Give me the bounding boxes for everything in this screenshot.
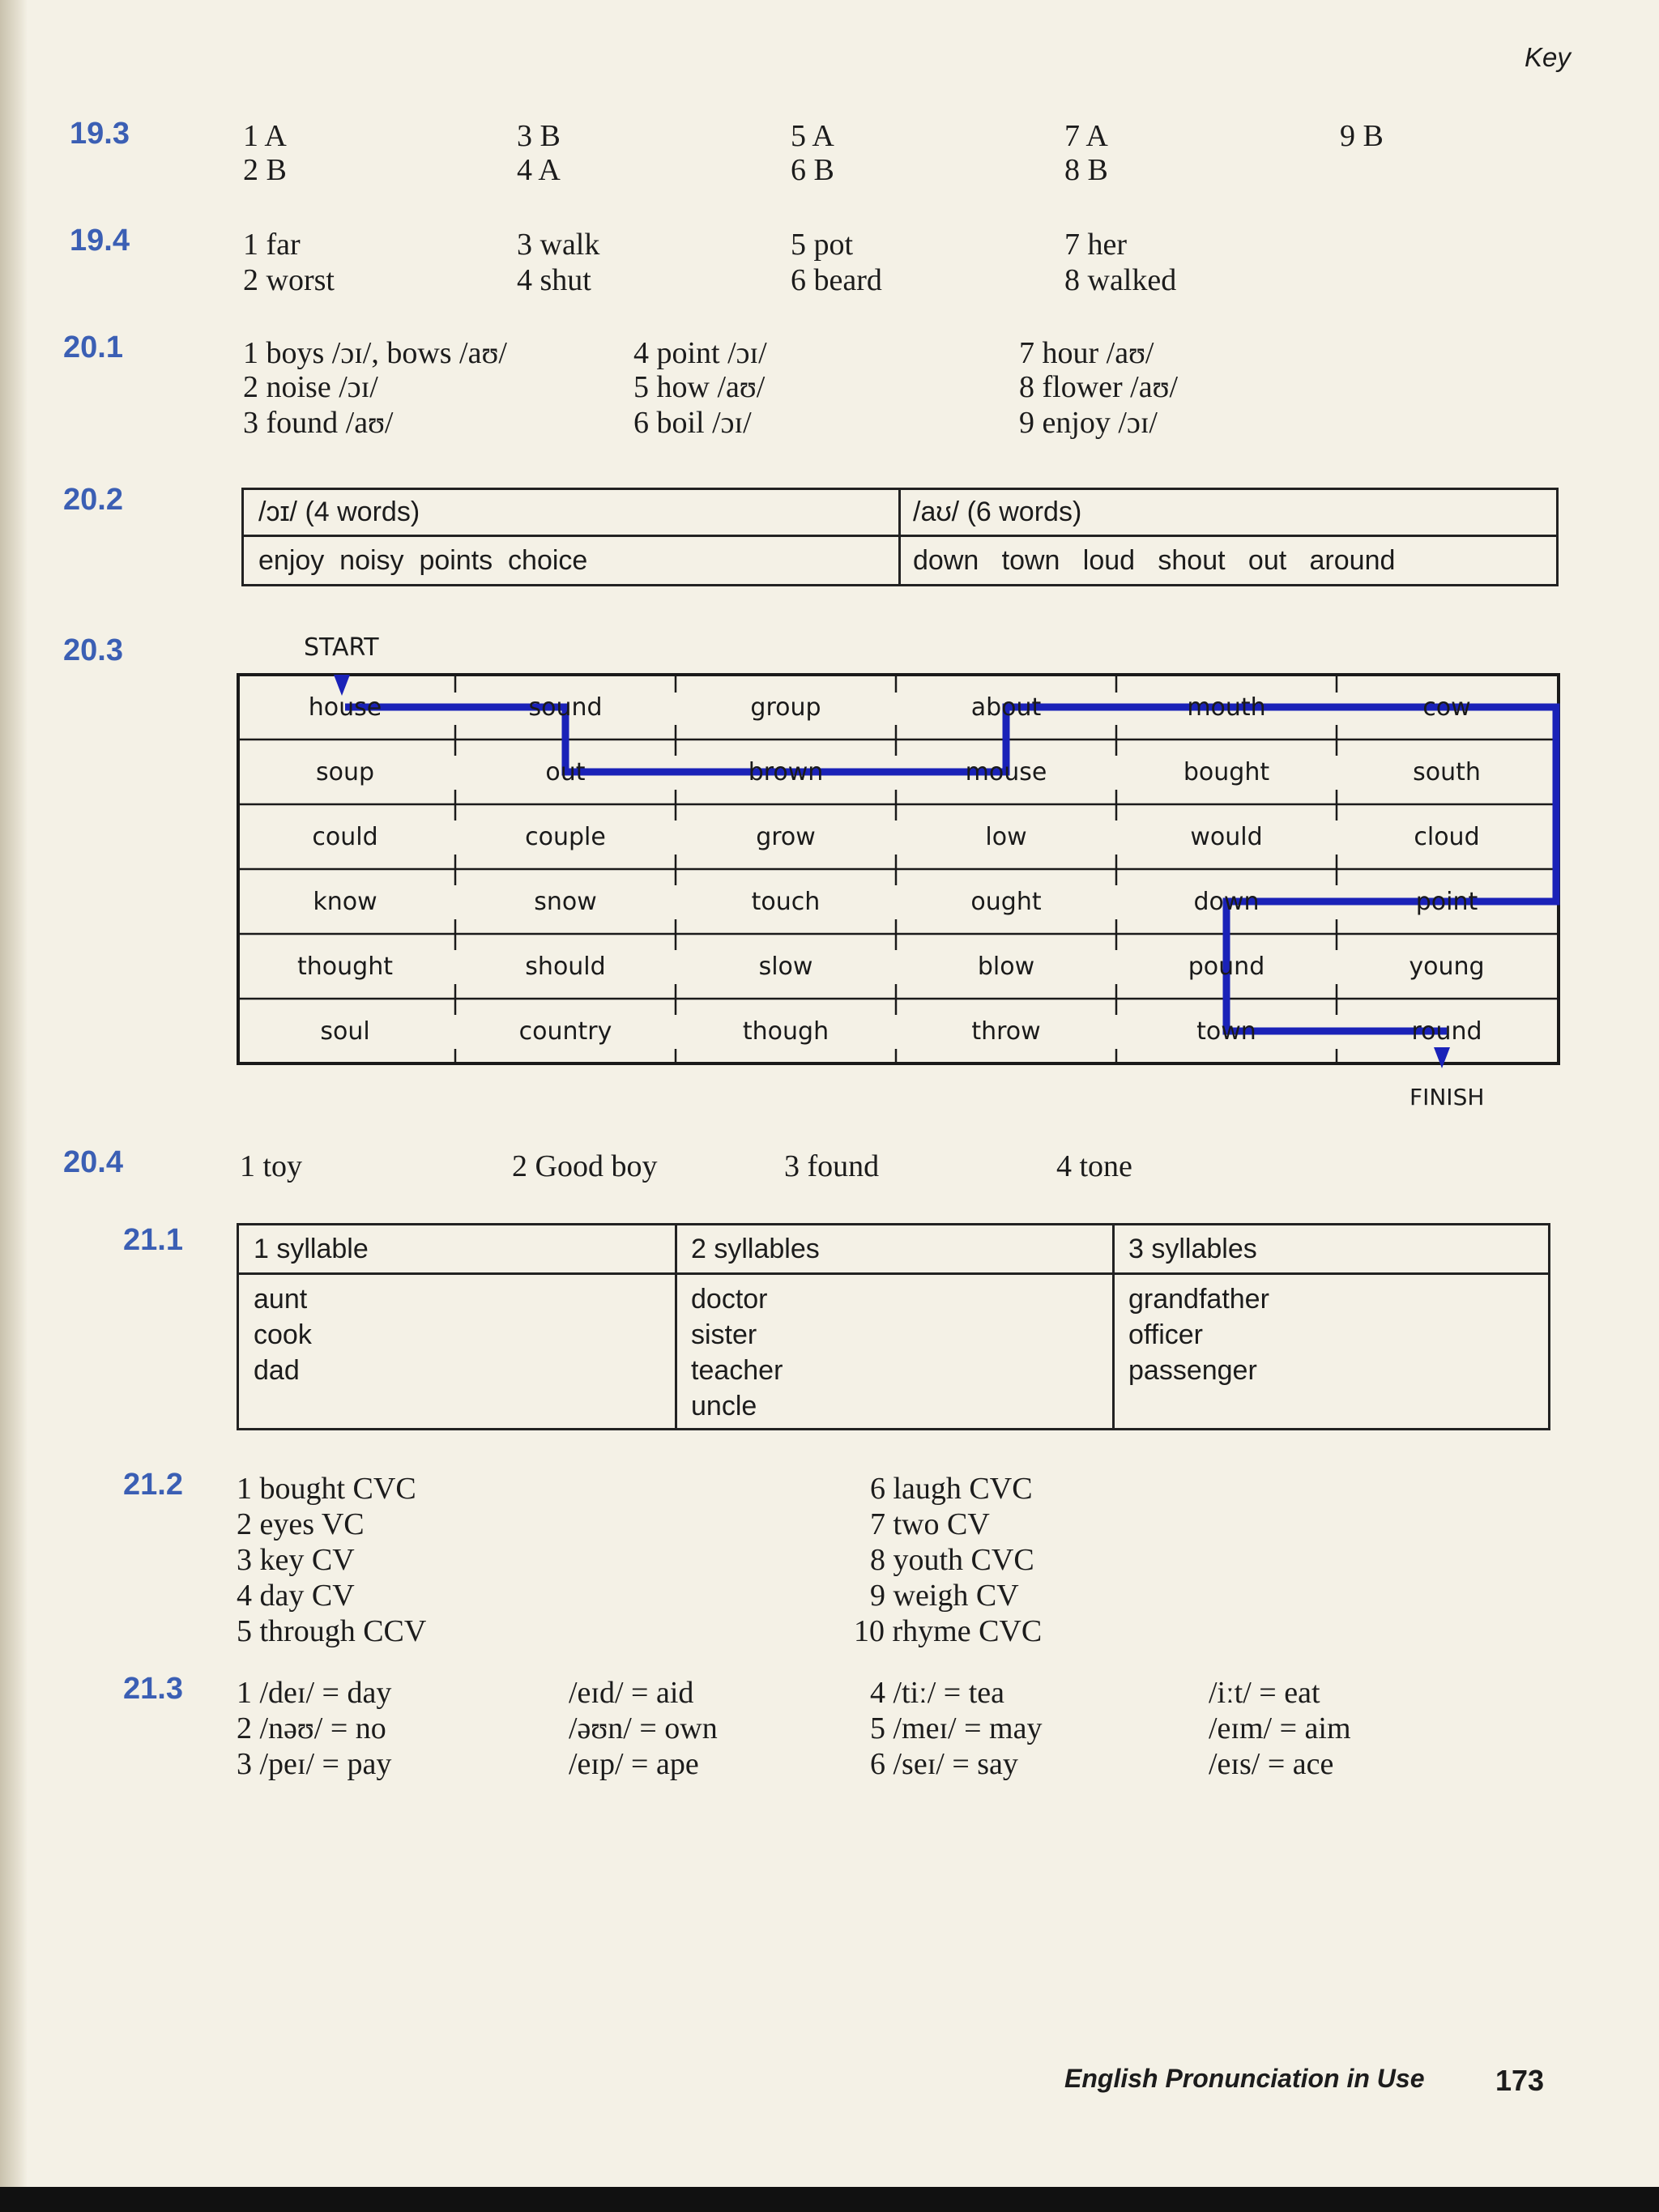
answer: 3 /peɪ/ = pay: [237, 1747, 392, 1781]
answer: 4 point /ɔɪ/: [633, 336, 767, 370]
table-cell: enjoy noisy points choice: [258, 545, 588, 576]
book-spine-shadow: [0, 0, 28, 2212]
table-cell: doctor: [691, 1284, 768, 1315]
answer: 5 pot: [791, 228, 854, 262]
answer: 6 beard: [791, 263, 882, 297]
section-number-21-3: 21.3: [123, 1672, 183, 1706]
bottom-edge: [0, 2187, 1659, 2212]
answer: 1 A: [243, 119, 287, 153]
maze-word-slow: slow: [758, 953, 813, 981]
table-cell: passenger: [1128, 1355, 1257, 1386]
maze-word-blow: blow: [977, 953, 1035, 981]
page-number: 173: [1495, 2064, 1545, 2097]
maze-word-soup: soup: [315, 758, 375, 786]
answer: 2 Good boy: [512, 1149, 658, 1183]
maze-word-ought: ought: [970, 888, 1042, 916]
answer: 1 bought CVC: [237, 1472, 416, 1506]
answer: 2 eyes VC: [237, 1507, 365, 1541]
maze-word-should: should: [525, 953, 606, 981]
section-number-19-4: 19.4: [70, 224, 130, 258]
answer: 9 weigh CV: [870, 1579, 1019, 1613]
maze-word-town: town: [1196, 1017, 1256, 1046]
answer: 3 key CV: [237, 1543, 355, 1577]
table-header: 2 syllables: [691, 1234, 820, 1264]
answer: /eɪm/ = aim: [1209, 1711, 1351, 1745]
maze-word-low: low: [985, 823, 1027, 851]
table-cell: grandfather: [1128, 1284, 1269, 1315]
section-number-19-3: 19.3: [70, 117, 130, 151]
answer: 3 B: [517, 119, 561, 153]
answer: 4 /tiː/ = tea: [870, 1676, 1005, 1710]
maze-word-mouth: mouth: [1187, 693, 1266, 722]
answer: 9 B: [1340, 119, 1384, 153]
table-divider: [898, 490, 901, 584]
section-number-20-3: 20.3: [63, 633, 123, 667]
table-header: /aʊ/ (6 words): [913, 497, 1082, 527]
maze-word-round: round: [1411, 1017, 1482, 1046]
answer: 2 noise /ɔɪ/: [243, 370, 378, 404]
maze-word-though: though: [742, 1017, 830, 1046]
table-cell: sister: [691, 1319, 757, 1350]
table-cell: dad: [254, 1355, 300, 1386]
answer: 3 found: [784, 1149, 880, 1183]
answer: 3 found /aʊ/: [243, 406, 394, 440]
maze-word-pound: pound: [1188, 953, 1265, 981]
maze-word-grow: grow: [756, 823, 816, 851]
maze-word-country: country: [518, 1017, 612, 1046]
answer: 1 toy: [240, 1149, 303, 1183]
syllable-table: [237, 1223, 1550, 1430]
answer: 5 A: [791, 119, 834, 153]
word-maze: [235, 668, 1563, 1073]
answer: 2 B: [243, 153, 287, 187]
answer: /iːt/ = eat: [1209, 1676, 1320, 1710]
answer: 7 A: [1064, 119, 1108, 153]
maze-word-house: house: [308, 693, 382, 722]
table-header: 3 syllables: [1128, 1234, 1257, 1264]
answer: 1 far: [243, 228, 301, 262]
section-number-20-4: 20.4: [63, 1145, 123, 1179]
maze-word-about: about: [970, 693, 1042, 722]
table-divider: [1112, 1225, 1115, 1428]
maze-word-could: could: [312, 823, 378, 851]
answer: 8 B: [1064, 153, 1108, 187]
answer: 7 hour /aʊ/: [1019, 336, 1154, 370]
answer: 5 through CCV: [237, 1614, 427, 1648]
answer: 3 walk: [517, 228, 600, 262]
table-header: 1 syllable: [254, 1234, 369, 1264]
section-number-20-2: 20.2: [63, 483, 123, 517]
section-number-21-2: 21.2: [123, 1468, 183, 1502]
vowel-table: [241, 488, 1559, 586]
maze-word-cow: cow: [1422, 693, 1471, 722]
maze-word-snow: snow: [534, 888, 597, 916]
answer: /eɪs/ = ace: [1209, 1747, 1334, 1781]
answer: 7 her: [1064, 228, 1128, 262]
answer: /eɪd/ = aid: [569, 1676, 694, 1710]
answer: 5 /meɪ/ = may: [870, 1711, 1043, 1745]
maze-word-young: young: [1409, 953, 1485, 981]
table-cell: uncle: [691, 1391, 757, 1421]
finish-arrow-icon: [1434, 1047, 1450, 1068]
table-divider: [239, 1272, 1548, 1275]
maze-word-know: know: [313, 888, 377, 916]
maze-start-label: START: [304, 633, 379, 662]
answer: 6 /seɪ/ = say: [870, 1747, 1018, 1781]
maze-word-group: group: [750, 693, 821, 722]
table-cell: teacher: [691, 1355, 783, 1386]
section-number-20-1: 20.1: [63, 330, 123, 364]
table-cell: down town loud shout out around: [913, 545, 1396, 576]
answer: 8 flower /aʊ/: [1019, 370, 1179, 404]
answer: 9 enjoy /ɔɪ/: [1019, 406, 1158, 440]
maze-word-cloud: cloud: [1414, 823, 1480, 851]
answer: /eɪp/ = ape: [569, 1747, 699, 1781]
table-cell: aunt: [254, 1284, 308, 1315]
table-cell: officer: [1128, 1319, 1203, 1350]
answer: 2 worst: [243, 263, 335, 297]
answer: 6 laugh CVC: [870, 1472, 1033, 1506]
book-title: English Pronunciation in Use: [1064, 2064, 1425, 2093]
maze-word-soul: soul: [320, 1017, 370, 1046]
answer: 8 youth CVC: [870, 1543, 1034, 1577]
maze-word-throw: throw: [971, 1017, 1041, 1046]
maze-word-down: down: [1193, 888, 1260, 916]
maze-word-brown: brown: [748, 758, 824, 786]
answer: 5 how /aʊ/: [633, 370, 766, 404]
maze-word-mouse: mouse: [965, 758, 1047, 786]
maze-word-touch: touch: [751, 888, 821, 916]
answer: 4 shut: [517, 263, 591, 297]
answer: 10 rhyme CVC: [854, 1614, 1043, 1648]
answer: 1 boys /ɔɪ/, bows /aʊ/: [243, 336, 507, 370]
answer: 1 /deɪ/ = day: [237, 1676, 392, 1710]
table-divider: [675, 1225, 677, 1428]
answer: /əʊn/ = own: [569, 1711, 718, 1745]
maze-word-sound: sound: [528, 693, 603, 722]
running-head: Key: [1525, 42, 1571, 72]
answer: 6 boil /ɔɪ/: [633, 406, 752, 440]
maze-word-thought: thought: [297, 953, 393, 981]
maze-word-point: point: [1415, 888, 1478, 916]
answer: 2 /nəʊ/ = no: [237, 1711, 386, 1745]
section-number-21-1: 21.1: [123, 1223, 183, 1257]
maze-word-south: south: [1413, 758, 1481, 786]
answer: 7 two CV: [870, 1507, 990, 1541]
answer: 8 walked: [1064, 263, 1177, 297]
answer: 4 day CV: [237, 1579, 355, 1613]
table-cell: cook: [254, 1319, 312, 1350]
answer: 6 B: [791, 153, 834, 187]
table-header: /ɔɪ/ (4 words): [258, 497, 420, 527]
maze-word-couple: couple: [525, 823, 606, 851]
answer: 4 tone: [1056, 1149, 1132, 1183]
answer: 4 A: [517, 153, 561, 187]
maze-word-would: would: [1190, 823, 1263, 851]
maze-word-bought: bought: [1183, 758, 1270, 786]
maze-finish-label: FINISH: [1410, 1084, 1485, 1110]
maze-word-out: out: [545, 758, 586, 786]
